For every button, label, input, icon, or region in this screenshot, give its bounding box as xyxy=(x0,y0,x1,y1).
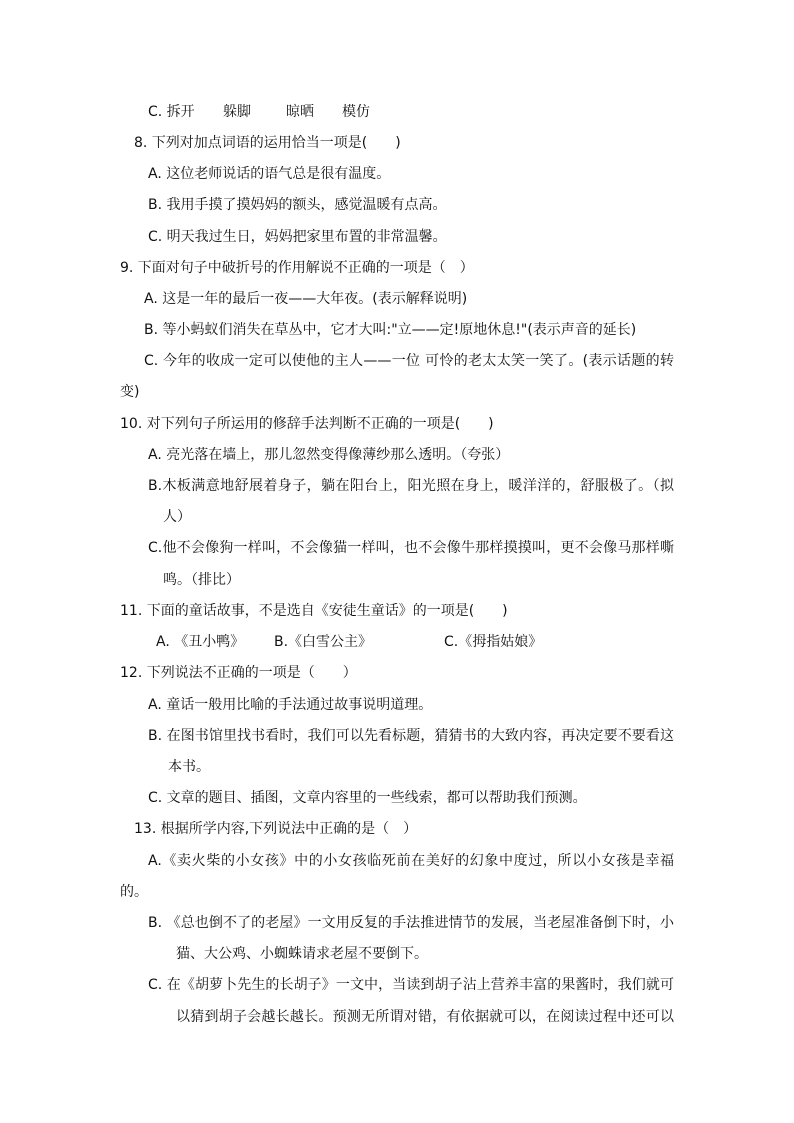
q12-stem: 12. 下列说法不正确的一项是（ ） xyxy=(120,665,357,681)
q8-option-a: A. 这位老师说话的语气总是很有温度。 xyxy=(148,166,391,182)
q12-option-b-cont: 本书。 xyxy=(168,759,210,775)
q10-option-b: B.木板满意地舒展着身子，躺在阳台上，阳光照在身上，暖洋洋的，舒服极了。（拟 xyxy=(148,478,674,494)
q8-option-b: B. 我用手摸了摸妈妈的额头，感觉温暖有点高。 xyxy=(148,197,447,213)
q9-option-b: B. 等小蚂蚁们消失在草丛中，它才大叫:"立——定!原地休息!"(表示声音的延长) xyxy=(144,322,637,338)
q11-option-b: B.《白雪公主》 xyxy=(274,634,373,650)
q13-option-a: A.《卖火柴的小女孩》中的小女孩临死前在美好的幻象中度过，所以小女孩是幸福 xyxy=(148,853,674,869)
q10-option-a: A. 亮光落在墙上，那儿忽然变得像薄纱那么透明。（夸张） xyxy=(148,447,510,463)
q13-stem: 13. 根据所学内容,下列说法中正确的是（ ） xyxy=(134,821,418,837)
q9-stem: 9. 下面对句子中破折号的作用解说不正确的一项是（ ） xyxy=(120,260,474,276)
q12-option-a: A. 童话一般用比喻的手法通过故事说明道理。 xyxy=(148,697,433,713)
q13-option-b-cont: 猫、大公鸡、小蜘蛛请求老屋不要倒下。 xyxy=(176,946,428,962)
q13-option-c: C. 在《胡萝卜先生的长胡子》一文中，当读到胡子沾上营养丰富的果酱时，我们就可 xyxy=(148,977,674,993)
q10-option-b-cont: 人） xyxy=(163,509,191,525)
q9-option-a: A. 这是一年的最后一夜——大年夜。(表示解释说明) xyxy=(144,291,468,307)
q10-option-c-cont: 鸣。（排比） xyxy=(163,572,240,588)
q10-option-c: C.他不会像狗一样叫，不会像猫一样叫，也不会像牛那样摸摸叫，更不会像马那样嘶 xyxy=(148,540,674,556)
q11-option-c: C.《拇指姑娘》 xyxy=(444,634,543,650)
q9-option-c-cont: 变) xyxy=(120,384,140,400)
q8-option-c: C. 明天我过生日，妈妈把家里布置的非常温馨。 xyxy=(148,229,447,245)
q13-option-c-cont: 以猜到胡子会越长越长。预测无所谓对错，有依据就可以，在阅读过程中还可以 xyxy=(176,1009,674,1025)
q9-option-c: C. 今年的收成一定可以使他的主人——一位 可怜的老太太笑一笑了。(表示话题的转 xyxy=(144,353,674,369)
q13-option-b: B. 《总也倒不了的老屋》一文用反复的手法推进情节的发展，当老屋准备倒下时，小 xyxy=(148,915,674,931)
q11-stem: 11. 下面的童话故事，不是选自《安徒生童话》的一项是( ) xyxy=(120,603,508,619)
q11-option-a: A. 《丑小鸭》 xyxy=(156,634,245,650)
q13-option-a-cont: 的。 xyxy=(120,884,148,900)
q12-option-c: C. 文章的题目、插图，文章内容里的一些线索，都可以帮助我们预测。 xyxy=(148,790,587,806)
q11-options xyxy=(156,633,542,651)
q12-option-b: B. 在图书馆里找书看时，我们可以先看标题，猜猜书的大致内容，再决定要不要看这 xyxy=(148,728,674,744)
q8-stem: 8. 下列对加点词语的运用恰当一项是( ) xyxy=(134,135,401,151)
q10-stem: 10. 对下列句子所运用的修辞手法判断不正确的一项是( ) xyxy=(120,416,494,432)
q7-option-c: C. 拆开 躲脚 晾晒 模仿 xyxy=(148,104,370,120)
